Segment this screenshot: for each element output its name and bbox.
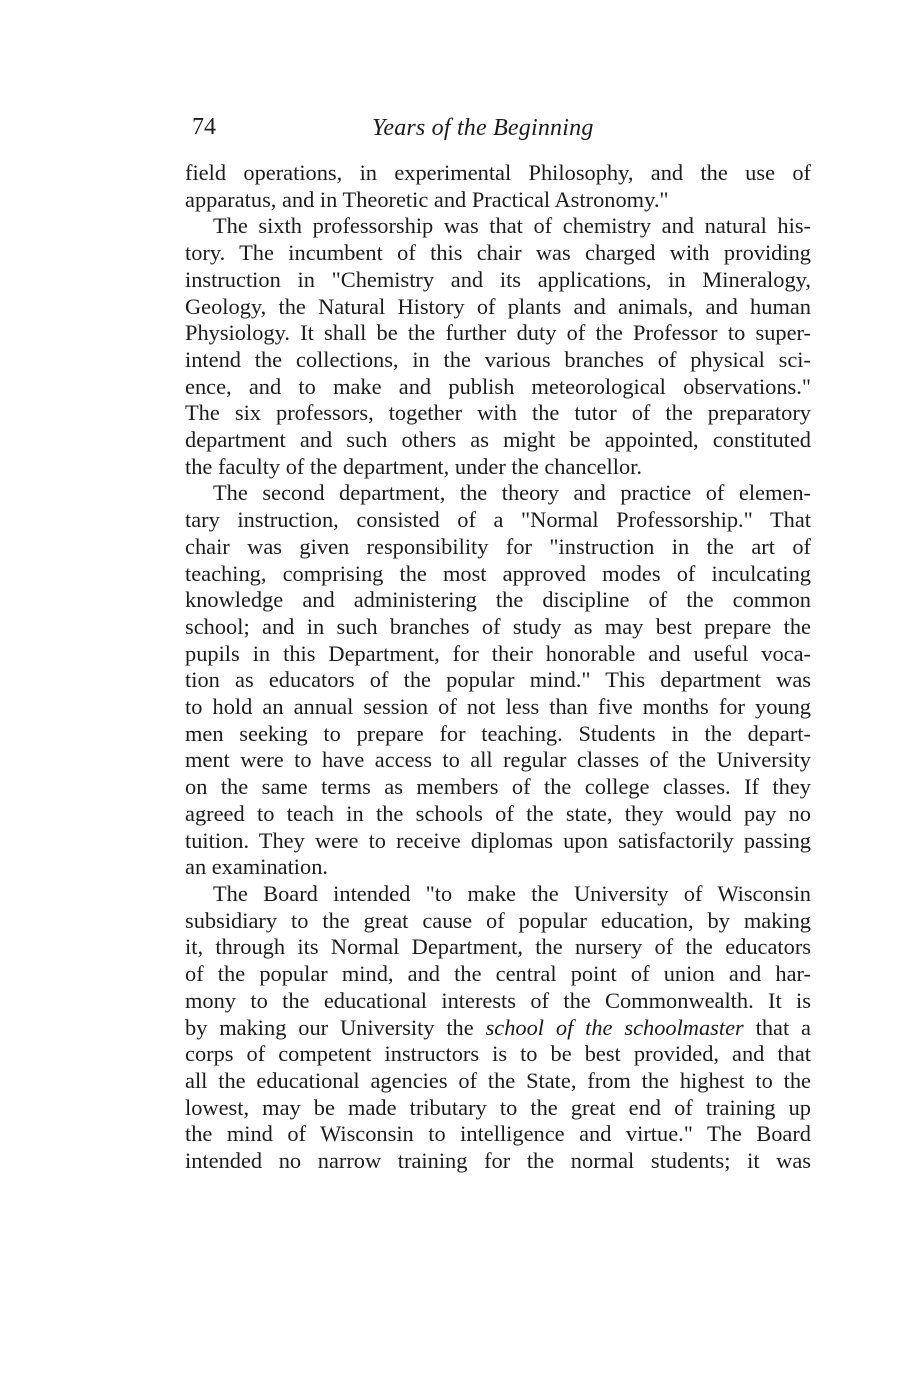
running-head: Years of the Beginning (372, 115, 594, 141)
text-line: knowledge and administering the discipline of the common (185, 587, 811, 613)
text-line: ment were to have access to all regular classes of the University (185, 747, 811, 773)
text-line: pupils in this Department, for their honorable and useful voca- (185, 640, 811, 666)
text-line: instruction in "Chemistry and its applications, in Mineralogy, (185, 266, 811, 292)
paragraph-3 (185, 480, 811, 881)
text-line: intend the collections, in the various branches of physical sci- (185, 346, 811, 372)
text-line: tion as educators of the popular mind." This department was (185, 667, 811, 693)
text-line: corps of competent instructors is to be best provided, and that (185, 1041, 811, 1067)
text-line: Physiology. It shall be the further duty of the Professor to super- (185, 320, 811, 346)
text-line: it, through its Normal Department, the nursery of the educators (185, 934, 811, 960)
text-line: tary instruction, consisted of a "Normal Professorship." That (185, 507, 811, 533)
text-line: the faculty of the department, under the chancellor. (185, 453, 642, 479)
italic-phrase: school of the schoolmaster (485, 1014, 744, 1040)
page-number: 74 (192, 114, 216, 140)
text-line: tory. The incumbent of this chair was charged with providing (185, 240, 811, 266)
text-line: lowest, may be made tributary to the great end of training up (185, 1094, 811, 1120)
text-line: an examination. (185, 854, 329, 880)
paragraph-1 (185, 160, 811, 213)
text-line-with-italic (185, 1015, 811, 1042)
paragraph-4 (185, 881, 811, 1175)
text-line: subsidiary to the great cause of popular education, by making (185, 907, 811, 933)
text-line: on the same terms as members of the college classes. If they (185, 774, 811, 800)
text-line: Geology, the Natural History of plants and animals, and human (185, 293, 811, 319)
text-line: all the educational agencies of the State, from the highest to the (185, 1067, 811, 1093)
text-line: school; and in such branches of study as may best prepare the (185, 613, 811, 639)
text-line: intended no narrow training for the normal students; it was (185, 1148, 811, 1174)
text-line: teaching, comprising the most approved modes of inculcating (185, 560, 811, 586)
text-line: field operations, in experimental Philosophy, and the use of (185, 160, 811, 185)
text-line: The sixth professorship was that of chemistry and natural his- (213, 213, 811, 239)
text-line: department and such others as might be appointed, constituted (185, 427, 811, 453)
paragraph-2 (185, 213, 811, 480)
text-line: The Board intended "to make the University of Wisconsin (213, 880, 811, 906)
text-line: of the popular mind, and the central point of union and har- (185, 961, 811, 987)
text-line: agreed to teach in the schools of the state, they would pay no (185, 800, 811, 826)
body-text (185, 160, 811, 1175)
text-line: ence, and to make and publish meteorological observations." (185, 373, 811, 399)
text-line: men seeking to prepare for teaching. Students in the depart- (185, 720, 811, 746)
text-line: The six professors, together with the tutor of the preparatory (185, 400, 811, 426)
page-header (190, 112, 810, 152)
text-segment: that a (743, 1014, 811, 1040)
text-line: the mind of Wisconsin to intelligence and virtue." The Board (185, 1121, 811, 1147)
text-line: tuition. They were to receive diplomas upon satisfactorily passing (185, 827, 811, 853)
text-line: apparatus, and in Theoretic and Practical Astronomy." (185, 186, 669, 212)
text-line: to hold an annual session of not less than five months for young (185, 694, 811, 720)
text-line: mony to the educational interests of the Commonwealth. It is (185, 987, 811, 1013)
text-segment: by making our University the (185, 1014, 486, 1040)
text-line: chair was given responsibility for "instruction in the art of (185, 533, 811, 559)
text-line: The second department, the theory and practice of elemen- (213, 480, 811, 506)
